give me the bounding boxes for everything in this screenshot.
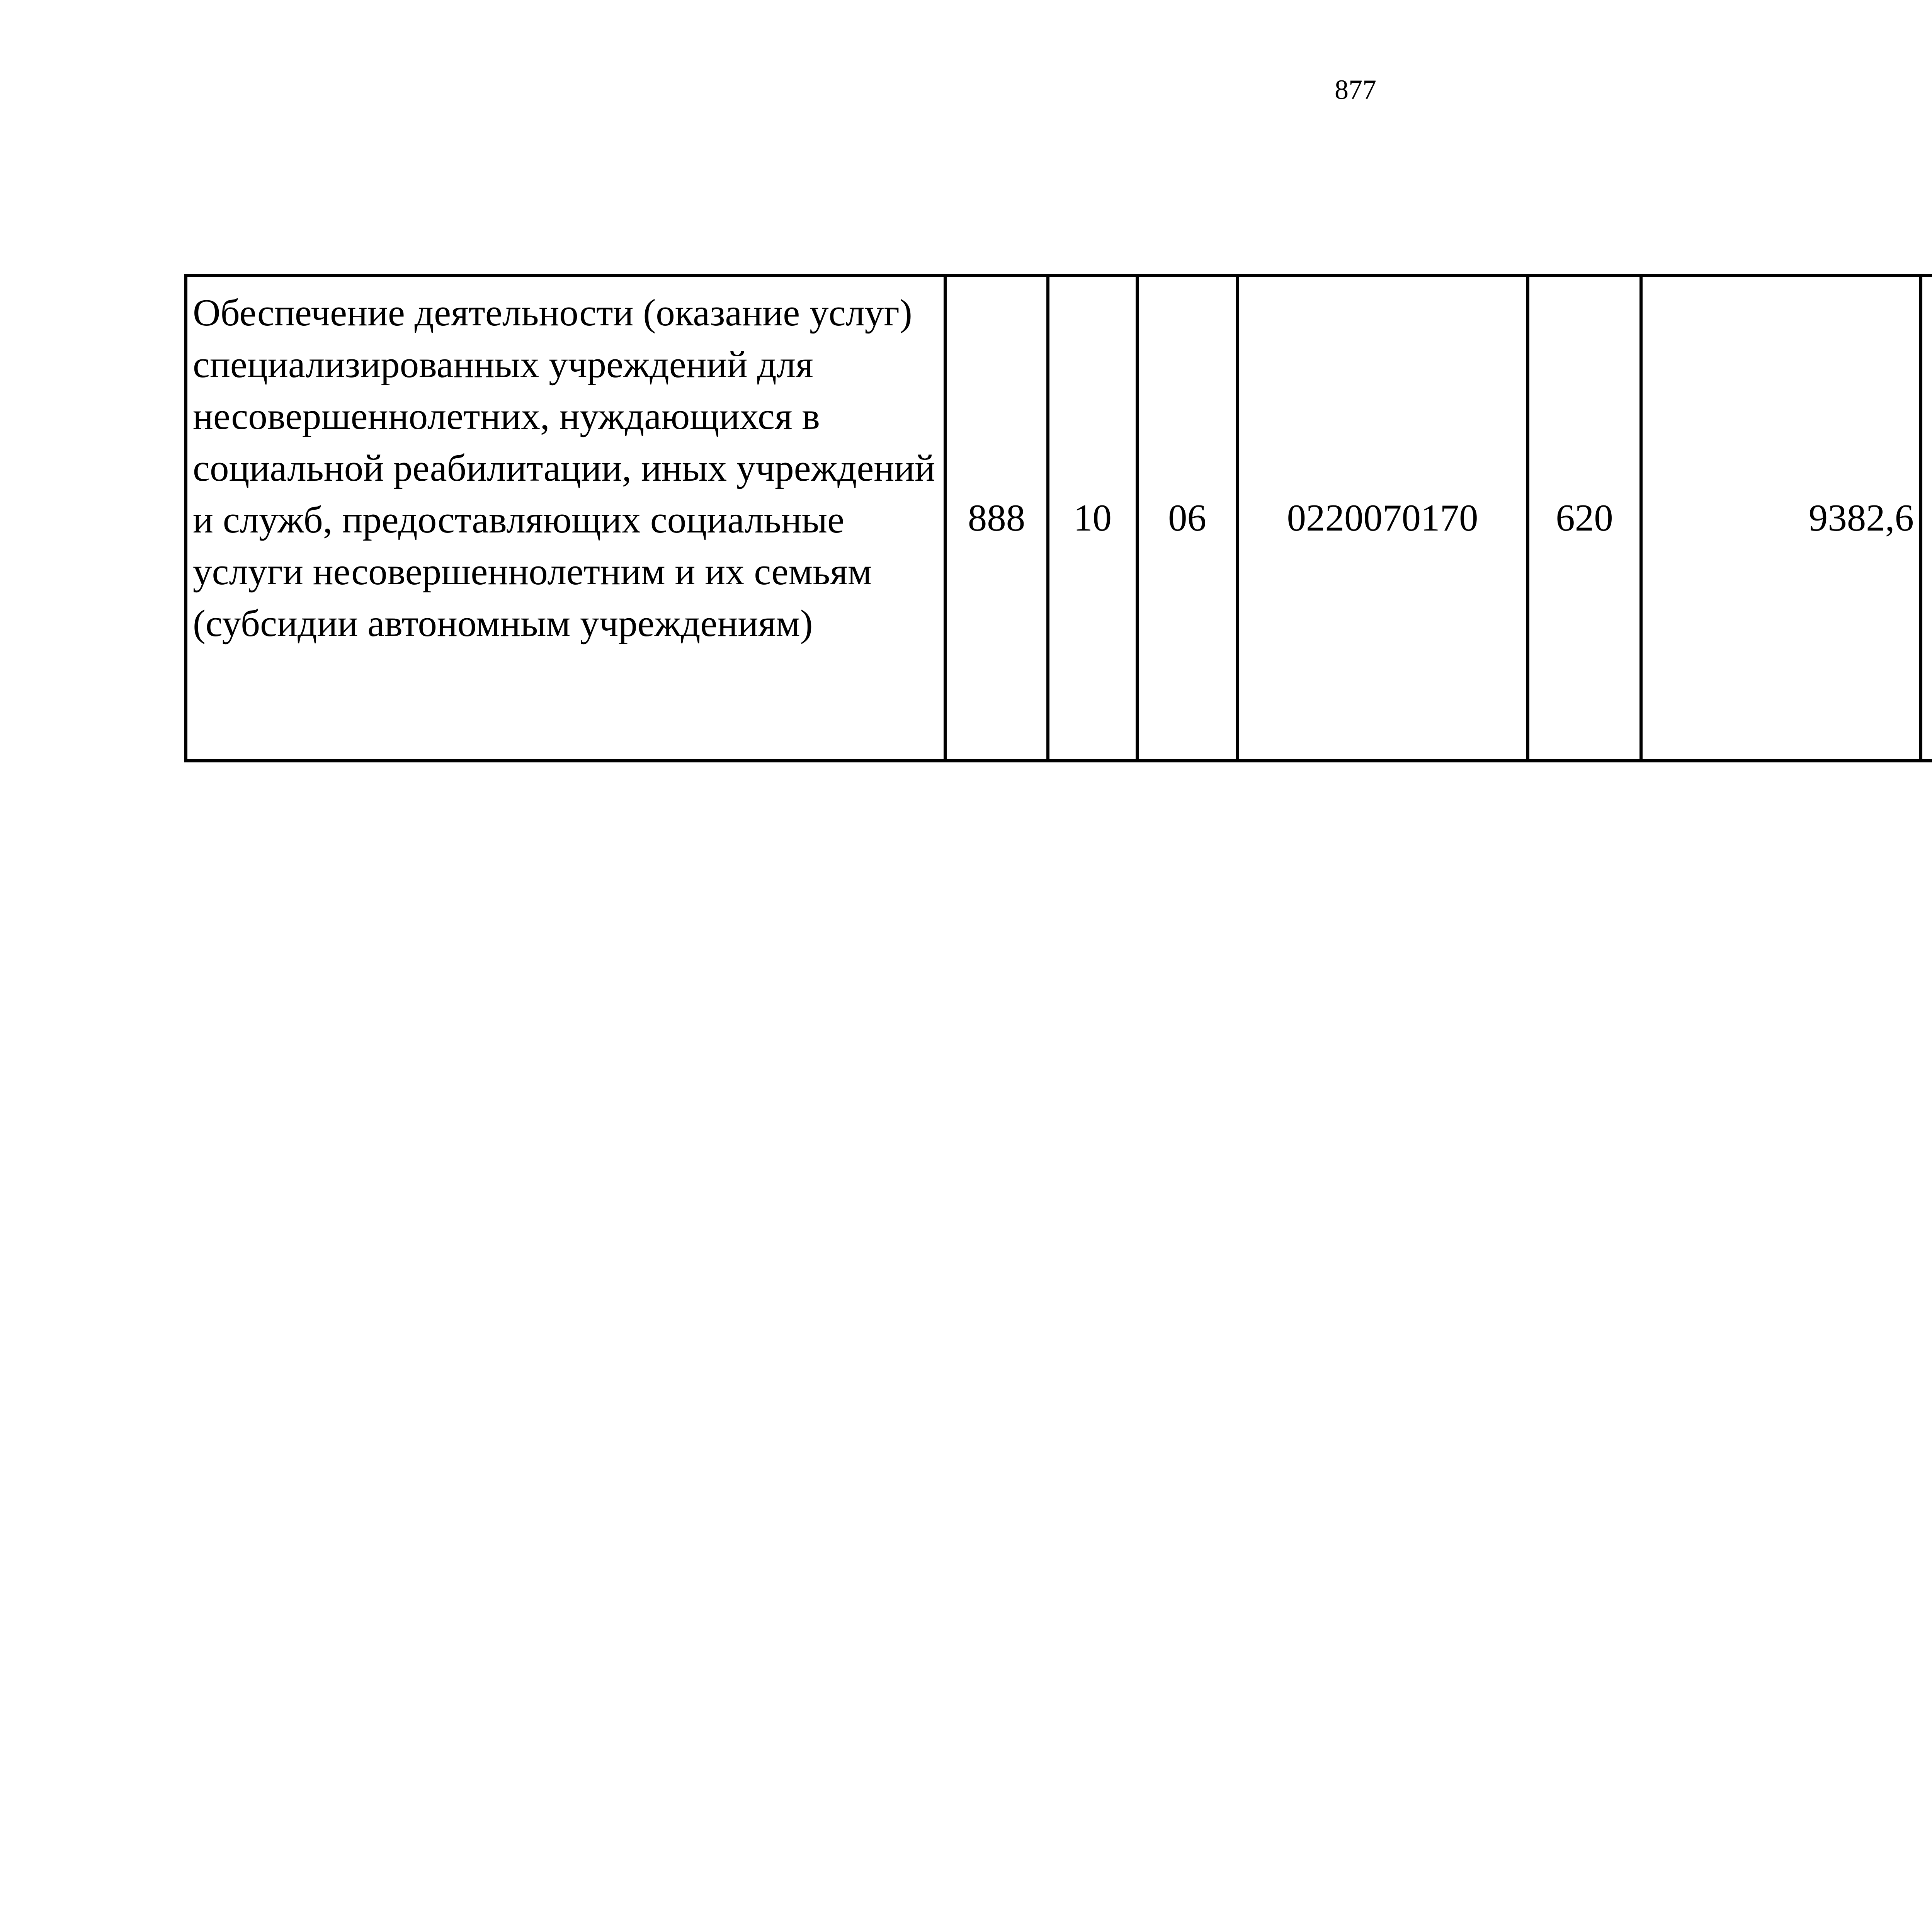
amount-cell-2 — [1921, 276, 1932, 761]
section-cell: 10 — [1048, 276, 1137, 761]
ministry-code-cell: 888 — [945, 276, 1048, 761]
page-number: 877 — [1335, 74, 1376, 105]
target-article-cell: 0220070170 — [1237, 276, 1528, 761]
expense-type-cell: 620 — [1528, 276, 1641, 761]
amount-cell-1: 9382,6 — [1641, 276, 1921, 761]
table-row — [186, 276, 1932, 761]
expense-description: Обеспечение деятельности (оказание услуг) специализированных учреждений для несовершеннолетних, нуждающихся в социальной реабилитации, иных учреждений и служб, предоставляющих социальные услуги несовершеннолетним и их семьям (субсидии автономным учреждениям) — [186, 276, 945, 761]
subsection-cell: 06 — [1137, 276, 1237, 761]
budget-table — [184, 274, 1932, 762]
